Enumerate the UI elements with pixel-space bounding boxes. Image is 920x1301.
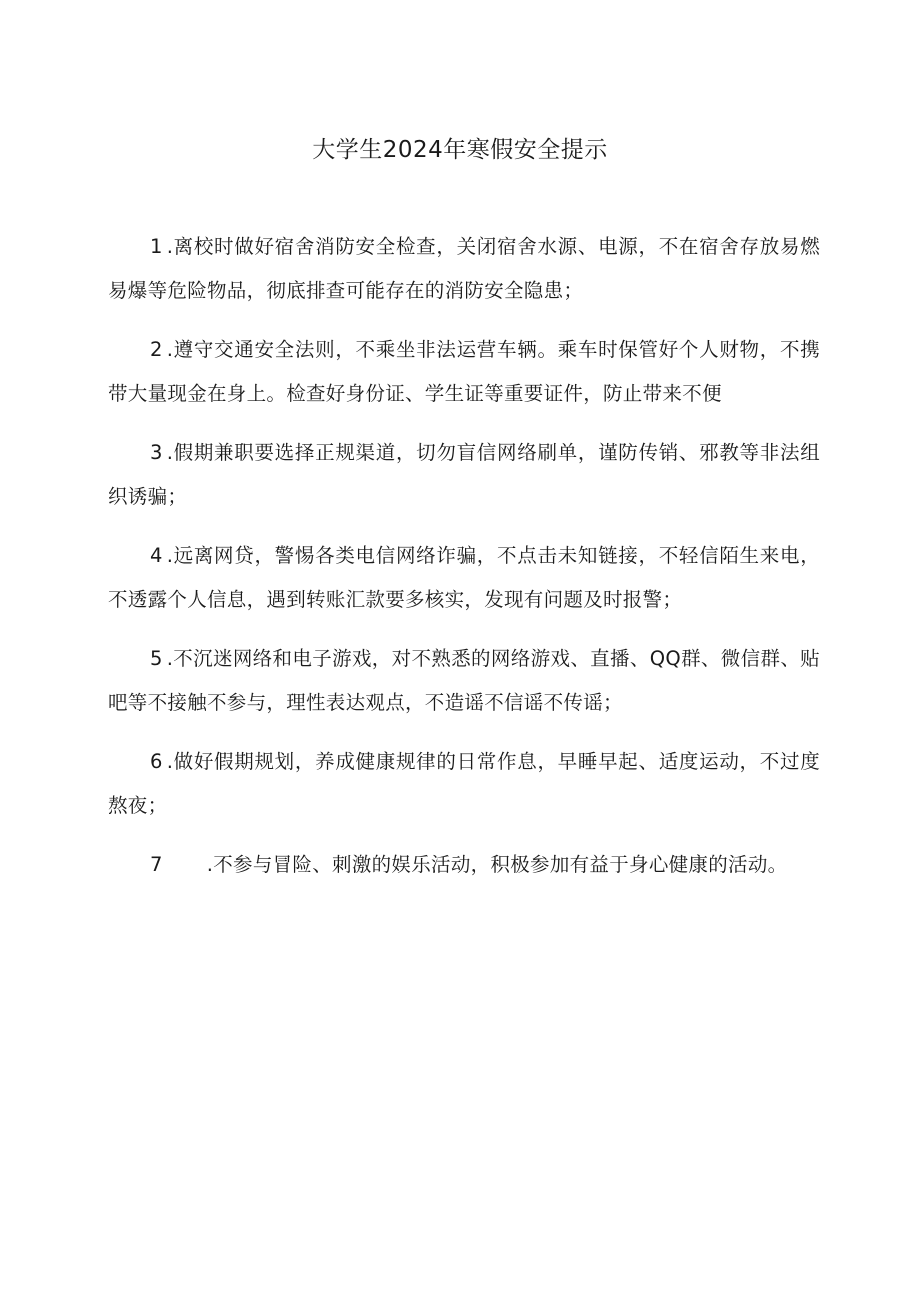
item-text: .做好假期规划，养成健康规律的日常作息，早睡早起、适度运动，不过度熬夜； [108,750,820,817]
item-number: 6 [150,750,163,773]
item-text: .不沉迷网络和电子游戏，对不熟悉的网络游戏、直播、QQ群、微信群、贴吧等不接触不参与，理性表达观点，不造谣不信谣不传谣； [108,647,820,714]
item-number: 1 [150,235,163,258]
item-text: .离校时做好宿舍消防安全检查，关闭宿舍水源、电源，不在宿舍存放易燃易爆等危险物品，彻底排查可能存在的消防安全隐患； [108,235,820,302]
safety-tips-list [108,225,820,902]
item-text: .不参与冒险、刺激的娱乐活动，积极参加有益于身心健康的活动。 [206,853,788,876]
list-item [108,740,820,828]
list-item [108,328,820,416]
item-number: 4 [150,544,163,567]
list-item [108,225,820,313]
list-item [108,843,820,887]
item-number: 3 [150,441,163,464]
list-item [108,534,820,622]
item-text: .远离网贷，警惕各类电信网络诈骗，不点击未知链接，不轻信陌生来电，不透露个人信息，遇到转账汇款要多核实，发现有问题及时报警； [108,544,820,611]
page-title: 大学生2024年寒假安全提示 [312,137,608,163]
item-text: .假期兼职要选择正规渠道，切勿盲信网络刷单，谨防传销、邪教等非法组织诱骗； [108,441,820,508]
list-item [108,637,820,725]
item-number: 7 [150,853,163,876]
item-text: .遵守交通安全法则，不乘坐非法运营车辆。乘车时保管好个人财物，不携带大量现金在身上。检查好身份证、学生证等重要证件，防止带来不便 [108,338,820,405]
item-number: 5 [150,647,163,670]
list-item [108,431,820,519]
item-number: 2 [150,338,163,361]
